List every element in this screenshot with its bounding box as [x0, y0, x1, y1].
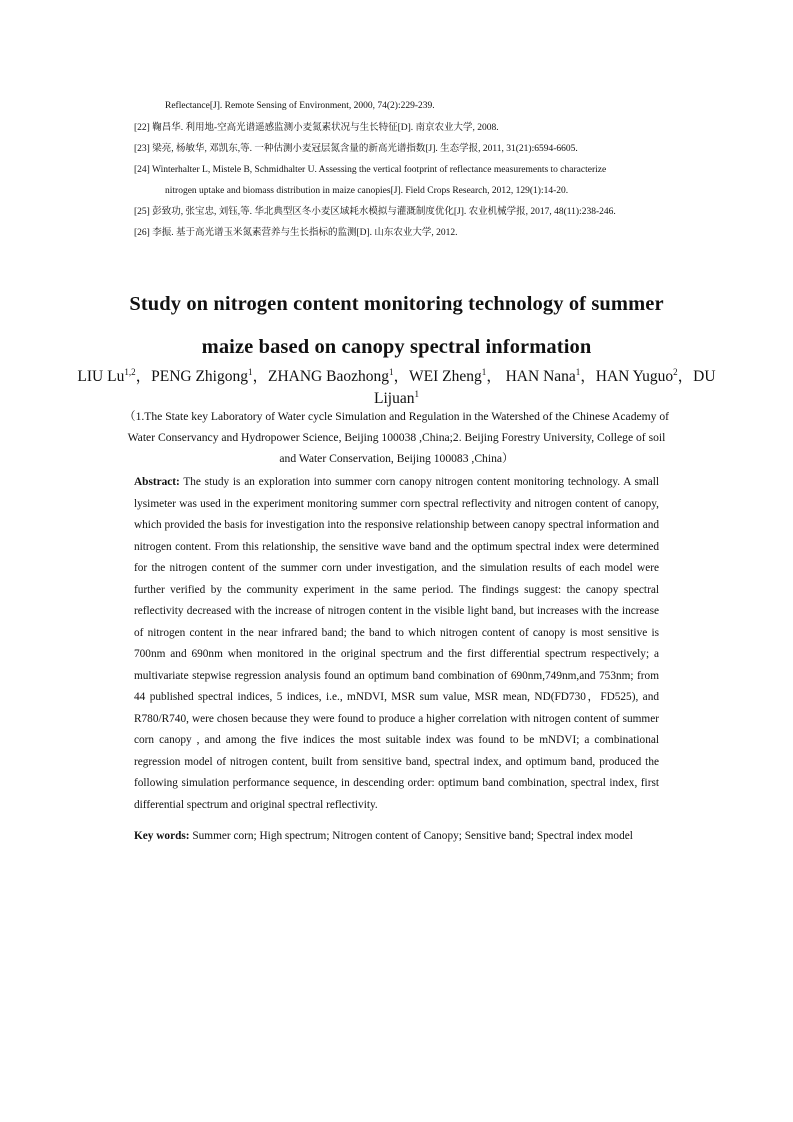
author-affiliation-marker: 1	[481, 366, 487, 377]
abstract-text: The study is an exploration into summer corn canopy nitrogen content monitoring technology. A small lysimeter was used in the experiment monitoring summer corn spectral reflectivity and nitrogen content of canopy, which provided the basis for investigation into the responsive relationship between canopy spectral information and nitrogen content. From this relationship, the sensitive wave band and the optimum spectral index were determined for the nitrogen content of the summer corn under investigation, and the simulation results of each model were further verified by the community experiment in the same period. The findings suggest: the canopy spectral reflectivity decreased with the increase of nitrogen content in the visible light band, but increases with the increase of nitrogen content in the near infrared band; the band to which nitrogen content of canopy is most sensitive is 700nm and 690nm when monitored in the original spectrum and the first differential spectrum respectively; a multivariate stepwise regression analysis found an optimum band combination of 690nm,749nm,and 753nm; from 44 published spectral indices, 5 indices, i.e., mNDVI, MSR sum value, MSR mean, ND(FD730，FD525), and R780/R740, were chosen because they were found to produce a higher correlation with nitrogen content of summer corn canopy , and among the five indices the most suitable index was found to be mNDVI; a combinational regression model of nitrogen content, built from sensitive band, spectral index, and optimum band, produced the following simulation performance sequence, in descending order: optimum band combination, spectral index, first differential spectrum and original spectral reflectivity.	[134, 476, 659, 811]
author-separator: ，	[393, 368, 409, 385]
affiliation: （1.The State key Laboratory of Water cycle Simulation and Regulation in the Watershed of the Chinese Academy of Water Conservancy and Hydropower Science, Beijing 100038 ,China;2. Beijing Forestry University, College of soil and Water Conservation, Beijing 100083 ,China）	[123, 410, 670, 465]
author-separator: ，	[486, 368, 502, 385]
reference-item-26	[134, 227, 458, 240]
author	[268, 368, 393, 385]
reference-item-24-cont	[165, 185, 568, 198]
author-separator: ，	[580, 368, 596, 385]
reference-text: 鞠昌华. 利用地-空高光谱遥感监测小麦氮素状况与生长特征[D]. 南京农业大学, 2008.	[152, 123, 499, 133]
author-affiliation-marker: 1	[414, 388, 419, 399]
reference-item-23	[134, 143, 578, 156]
author-name: DU Lijuan	[374, 368, 716, 407]
author-separator: ，	[252, 368, 268, 385]
reference-text: Reflectance[J]. Remote Sensing of Environment, 2000, 74(2):229-239.	[165, 101, 435, 111]
keywords-text: Summer corn; High spectrum; Nitrogen content of Canopy; Sensitive band; Spectral index model	[192, 830, 633, 842]
author-affiliation-marker: 1,2	[124, 366, 136, 377]
paper-title-line-2: maize based on canopy spectral information	[201, 336, 592, 358]
reference-item-24	[134, 164, 606, 177]
author-affiliation-marker: 1	[388, 366, 394, 377]
author-separator: ，	[677, 368, 694, 385]
reference-item-21-cont	[165, 100, 435, 113]
author	[506, 368, 581, 385]
reference-text: nitrogen uptake and biomass distribution in maize canopies[J]. Field Crops Research, 2012, 129(1):14-20.	[165, 186, 569, 196]
paper-title-line-1: Study on nitrogen content monitoring technology of summer	[129, 293, 664, 315]
author-name: ZHANG Baozhong	[268, 368, 389, 385]
reference-text: Winterhalter L, Mistele B, Schmidhalter U. Assessing the vertical footprint of reflectance measurements to characterize	[152, 165, 607, 175]
reference-number: [23]	[134, 144, 150, 154]
author-affiliation-marker: 2	[673, 366, 678, 377]
reference-number: [26]	[134, 228, 150, 238]
author-name: PENG Zhigong	[151, 368, 248, 385]
reference-text: 梁亮, 杨敏华, 邓凯东,等. 一种估测小麦冠层氮含量的新高光谱指数[J]. 生态学报, 2011, 31(21):6594-6605.	[152, 144, 578, 154]
author-list	[60, 366, 733, 410]
author	[77, 368, 135, 385]
reference-text: 彭致功, 张宝忠, 刘钰,等. 华北典型区冬小麦区域耗水模拟与灌溉制度优化[J]. 农业机械学报, 2017, 48(11):238-246.	[152, 207, 616, 217]
author	[409, 368, 486, 385]
abstract-label: Abstract:	[134, 476, 180, 488]
author-name: WEI Zheng	[408, 368, 482, 385]
keywords	[134, 826, 659, 848]
author-affiliation-marker: 1	[575, 366, 581, 377]
reference-item-22	[134, 122, 499, 135]
reference-number: [25]	[134, 207, 150, 217]
author-name: LIU Lu	[77, 368, 125, 385]
reference-number: [24]	[134, 165, 150, 175]
reference-item-25	[134, 206, 616, 219]
author-affiliation-marker: 1	[247, 366, 253, 377]
author-name: HAN Yuguo	[595, 368, 674, 385]
keywords-label: Key words:	[134, 830, 190, 842]
reference-text: 李振. 基于高光谱玉米氮素营养与生长指标的监测[D]. 山东农业大学, 2012.	[152, 228, 458, 238]
author-separator: ，	[135, 368, 152, 385]
abstract	[134, 472, 659, 816]
reference-number: [22]	[134, 123, 150, 133]
author	[151, 368, 252, 385]
author-name: HAN Nana	[505, 368, 576, 385]
author	[596, 368, 678, 385]
